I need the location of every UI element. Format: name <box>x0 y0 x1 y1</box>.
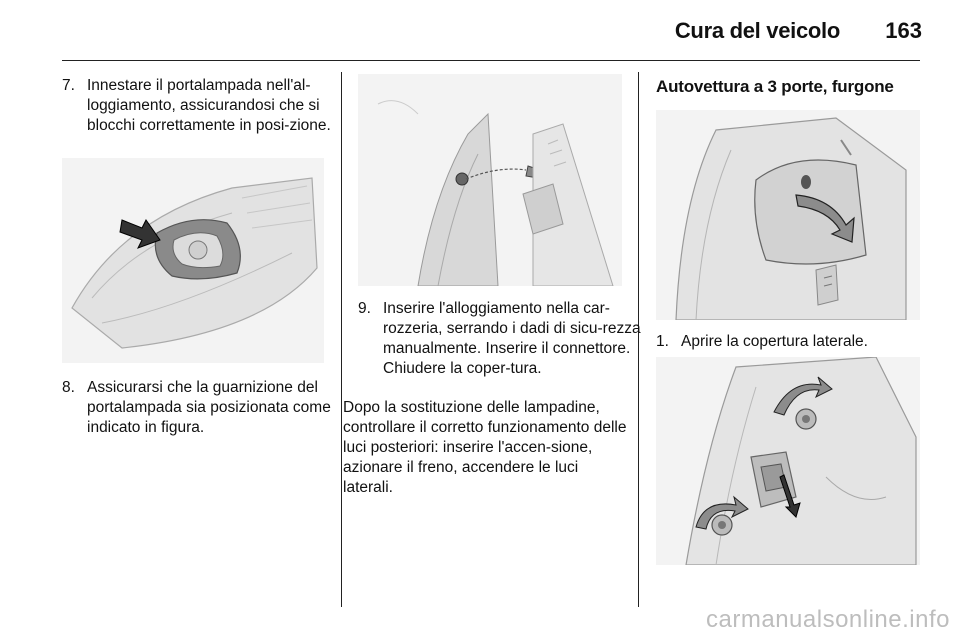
step-9 <box>358 299 647 379</box>
watermark: carmanualsonline.info <box>706 606 950 633</box>
housing-insert-illustration <box>358 74 622 286</box>
step-8 <box>62 378 349 438</box>
unscrew-nuts-illustration <box>656 357 920 565</box>
lampholder-seal-illustration <box>62 158 324 363</box>
step-1-text: Aprire la copertura laterale. <box>681 333 868 350</box>
step-1 <box>656 332 945 352</box>
figure-lampholder-seal <box>62 158 324 363</box>
figure-side-cover-open <box>656 110 920 320</box>
section-title: Autovettura a 3 porte, furgone <box>656 77 894 96</box>
side-cover-illustration <box>656 110 920 320</box>
figure-unscrew-nuts <box>656 357 920 565</box>
figure-housing-insert <box>358 74 622 286</box>
step-7 <box>62 76 349 136</box>
step-8-number: 8. <box>62 379 75 396</box>
column-separator-1 <box>341 72 342 607</box>
step-9-text: Inserire l'alloggiamento nella car-rozzeria, serrando i dadi di sicu-rezza manualmente. Inserire il connettore. Chiudere la coper-tura. <box>383 300 641 377</box>
step-7-number: 7. <box>62 77 75 94</box>
step-7-text: Innestare il portalampada nell'al-loggiamento, assicurandosi che si blocchi correttamente in posi-zione. <box>87 77 331 134</box>
header-rule <box>62 60 920 61</box>
page-number: 163 <box>885 18 922 43</box>
page-header-title: Cura del veicolo <box>674 18 840 43</box>
step-1-number: 1. <box>656 333 669 350</box>
step-9-number: 9. <box>358 300 371 317</box>
step-8-text: Assicurarsi che la guarnizione del portalampada sia posizionata come indicato in figura. <box>87 379 331 436</box>
after-replacement-paragraph: Dopo la sostituzione delle lampadine, controllare il corretto funzionamento delle luci posteriori: inserire l'accen-sione, azionare il freno, accendere le luci laterali. <box>343 399 627 496</box>
